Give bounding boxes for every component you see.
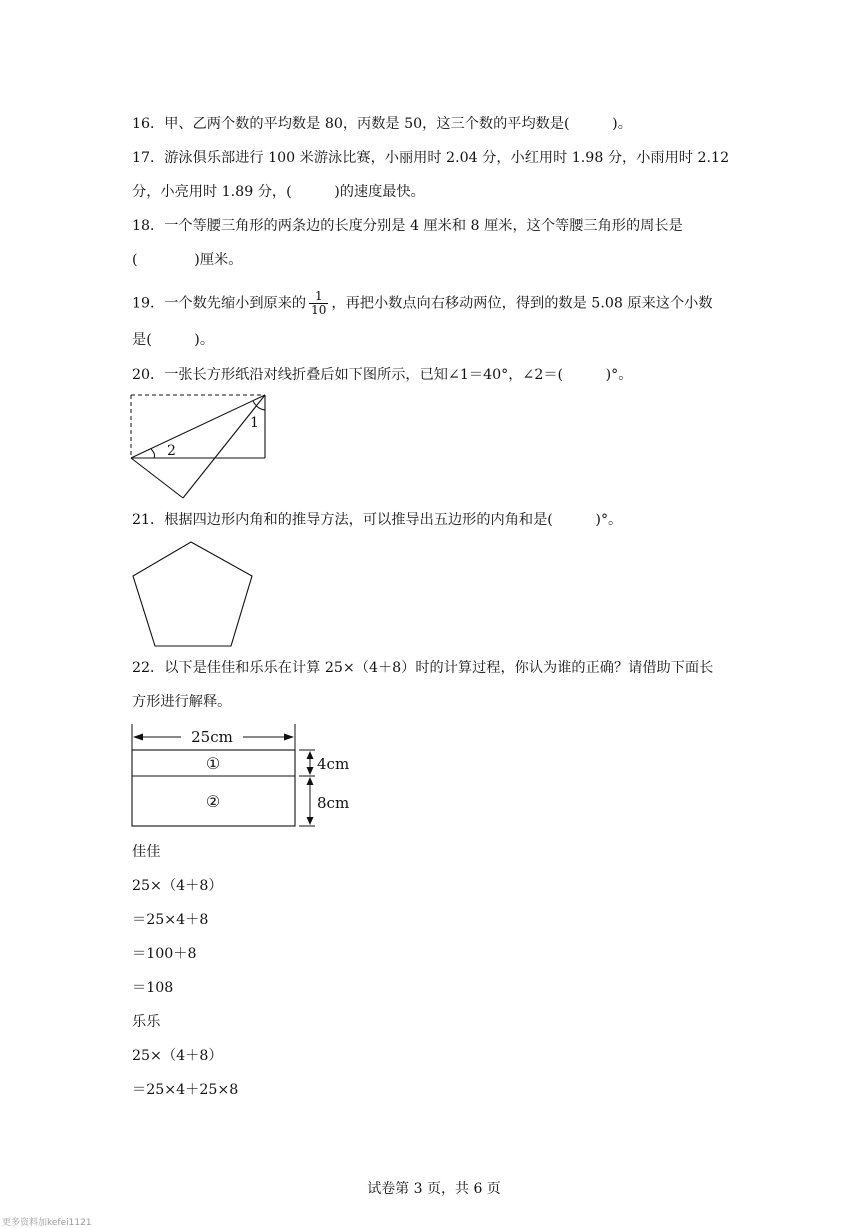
question-20: 20．一张长方形纸沿对线折叠后如下图所示，已知∠1＝40°，∠2＝( )°。: [132, 367, 633, 383]
width-arrowhead-left: [133, 734, 143, 741]
question-21: 21．根据四边形内角和的推导方法，可以推导出五边形的内角和是( )°。: [132, 512, 623, 528]
question-19-text-after: ，再把小数点向右移动两位，得到的数是 5.08 原来这个小数: [331, 295, 713, 312]
fraction-denominator: 10: [311, 303, 327, 317]
angle-2-label: 2: [167, 443, 176, 459]
height-1-arrowhead-bottom: [307, 767, 314, 775]
angle-1-label: 1: [250, 415, 259, 431]
jiajia-name: 佳佳: [132, 844, 161, 860]
jiajia-step-1: 25×（4＋8）: [132, 878, 223, 894]
jiajia-step-4: ＝108: [132, 980, 174, 996]
rectangle-25x12-figure: [125, 720, 365, 835]
jiajia-step-2: ＝25×4＋8: [132, 912, 209, 928]
fraction-numerator: 1: [309, 290, 328, 304]
question-16: 16．甲、乙两个数的平均数是 80，丙数是 50，这三个数的平均数是( )。: [132, 116, 632, 132]
width-label: 25cm: [191, 728, 233, 746]
question-22-line-2: 方形进行解释。: [132, 694, 232, 710]
page-footer: 试卷第 3 页，共 6 页: [367, 1181, 501, 1197]
height-2-label: 8cm: [317, 794, 350, 812]
question-19-line-1: [132, 290, 713, 317]
question-22-line-1: 22．以下是佳佳和乐乐在计算 25×（4＋8）时的计算过程，你认为谁的正确？请借助下面长: [132, 660, 714, 676]
question-17-line-2: 分，小亮用时 1.89 分，( )的速度最快。: [132, 184, 425, 200]
region-2-label: ②: [205, 792, 221, 811]
jiajia-step-3: ＝100＋8: [132, 946, 197, 962]
angle-2-arc: [151, 449, 155, 458]
pentagon-figure: [125, 536, 260, 656]
question-18-line-1: 18．一个等腰三角形的两条边的长度分别是 4 厘米和 8 厘米，这个等腰三角形的周长是: [132, 218, 683, 234]
lele-step-1: 25×（4＋8）: [132, 1048, 223, 1064]
lele-step-2: ＝25×4＋25×8: [132, 1082, 239, 1098]
height-2-arrowhead-top: [307, 777, 314, 785]
question-19-line-2: 是( )。: [132, 332, 215, 348]
diagonal-fold-line: [131, 395, 265, 458]
region-1-label: ①: [205, 754, 221, 773]
fraction-one-tenth: [309, 290, 328, 317]
question-19-text-before: 19．一个数先缩小到原来的: [132, 295, 307, 312]
width-arrowhead-right: [284, 734, 294, 741]
folded-rectangle-figure: [125, 388, 275, 503]
lele-name: 乐乐: [132, 1014, 161, 1030]
folded-flap-right-edge: [183, 395, 265, 498]
height-1-label: 4cm: [317, 755, 350, 773]
folded-flap-left-edge: [131, 458, 183, 498]
question-18-line-2: ( )厘米。: [132, 252, 243, 268]
height-1-arrowhead-top: [307, 751, 314, 759]
pentagon-shape: [133, 542, 252, 646]
height-2-arrowhead-bottom: [307, 817, 314, 825]
watermark: 更多资料加kefei1121: [2, 1218, 92, 1228]
question-17-line-1: 17．游泳俱乐部进行 100 米游泳比赛，小丽用时 2.04 分，小红用时 1.98 分，小雨用时 2.12: [132, 150, 730, 166]
